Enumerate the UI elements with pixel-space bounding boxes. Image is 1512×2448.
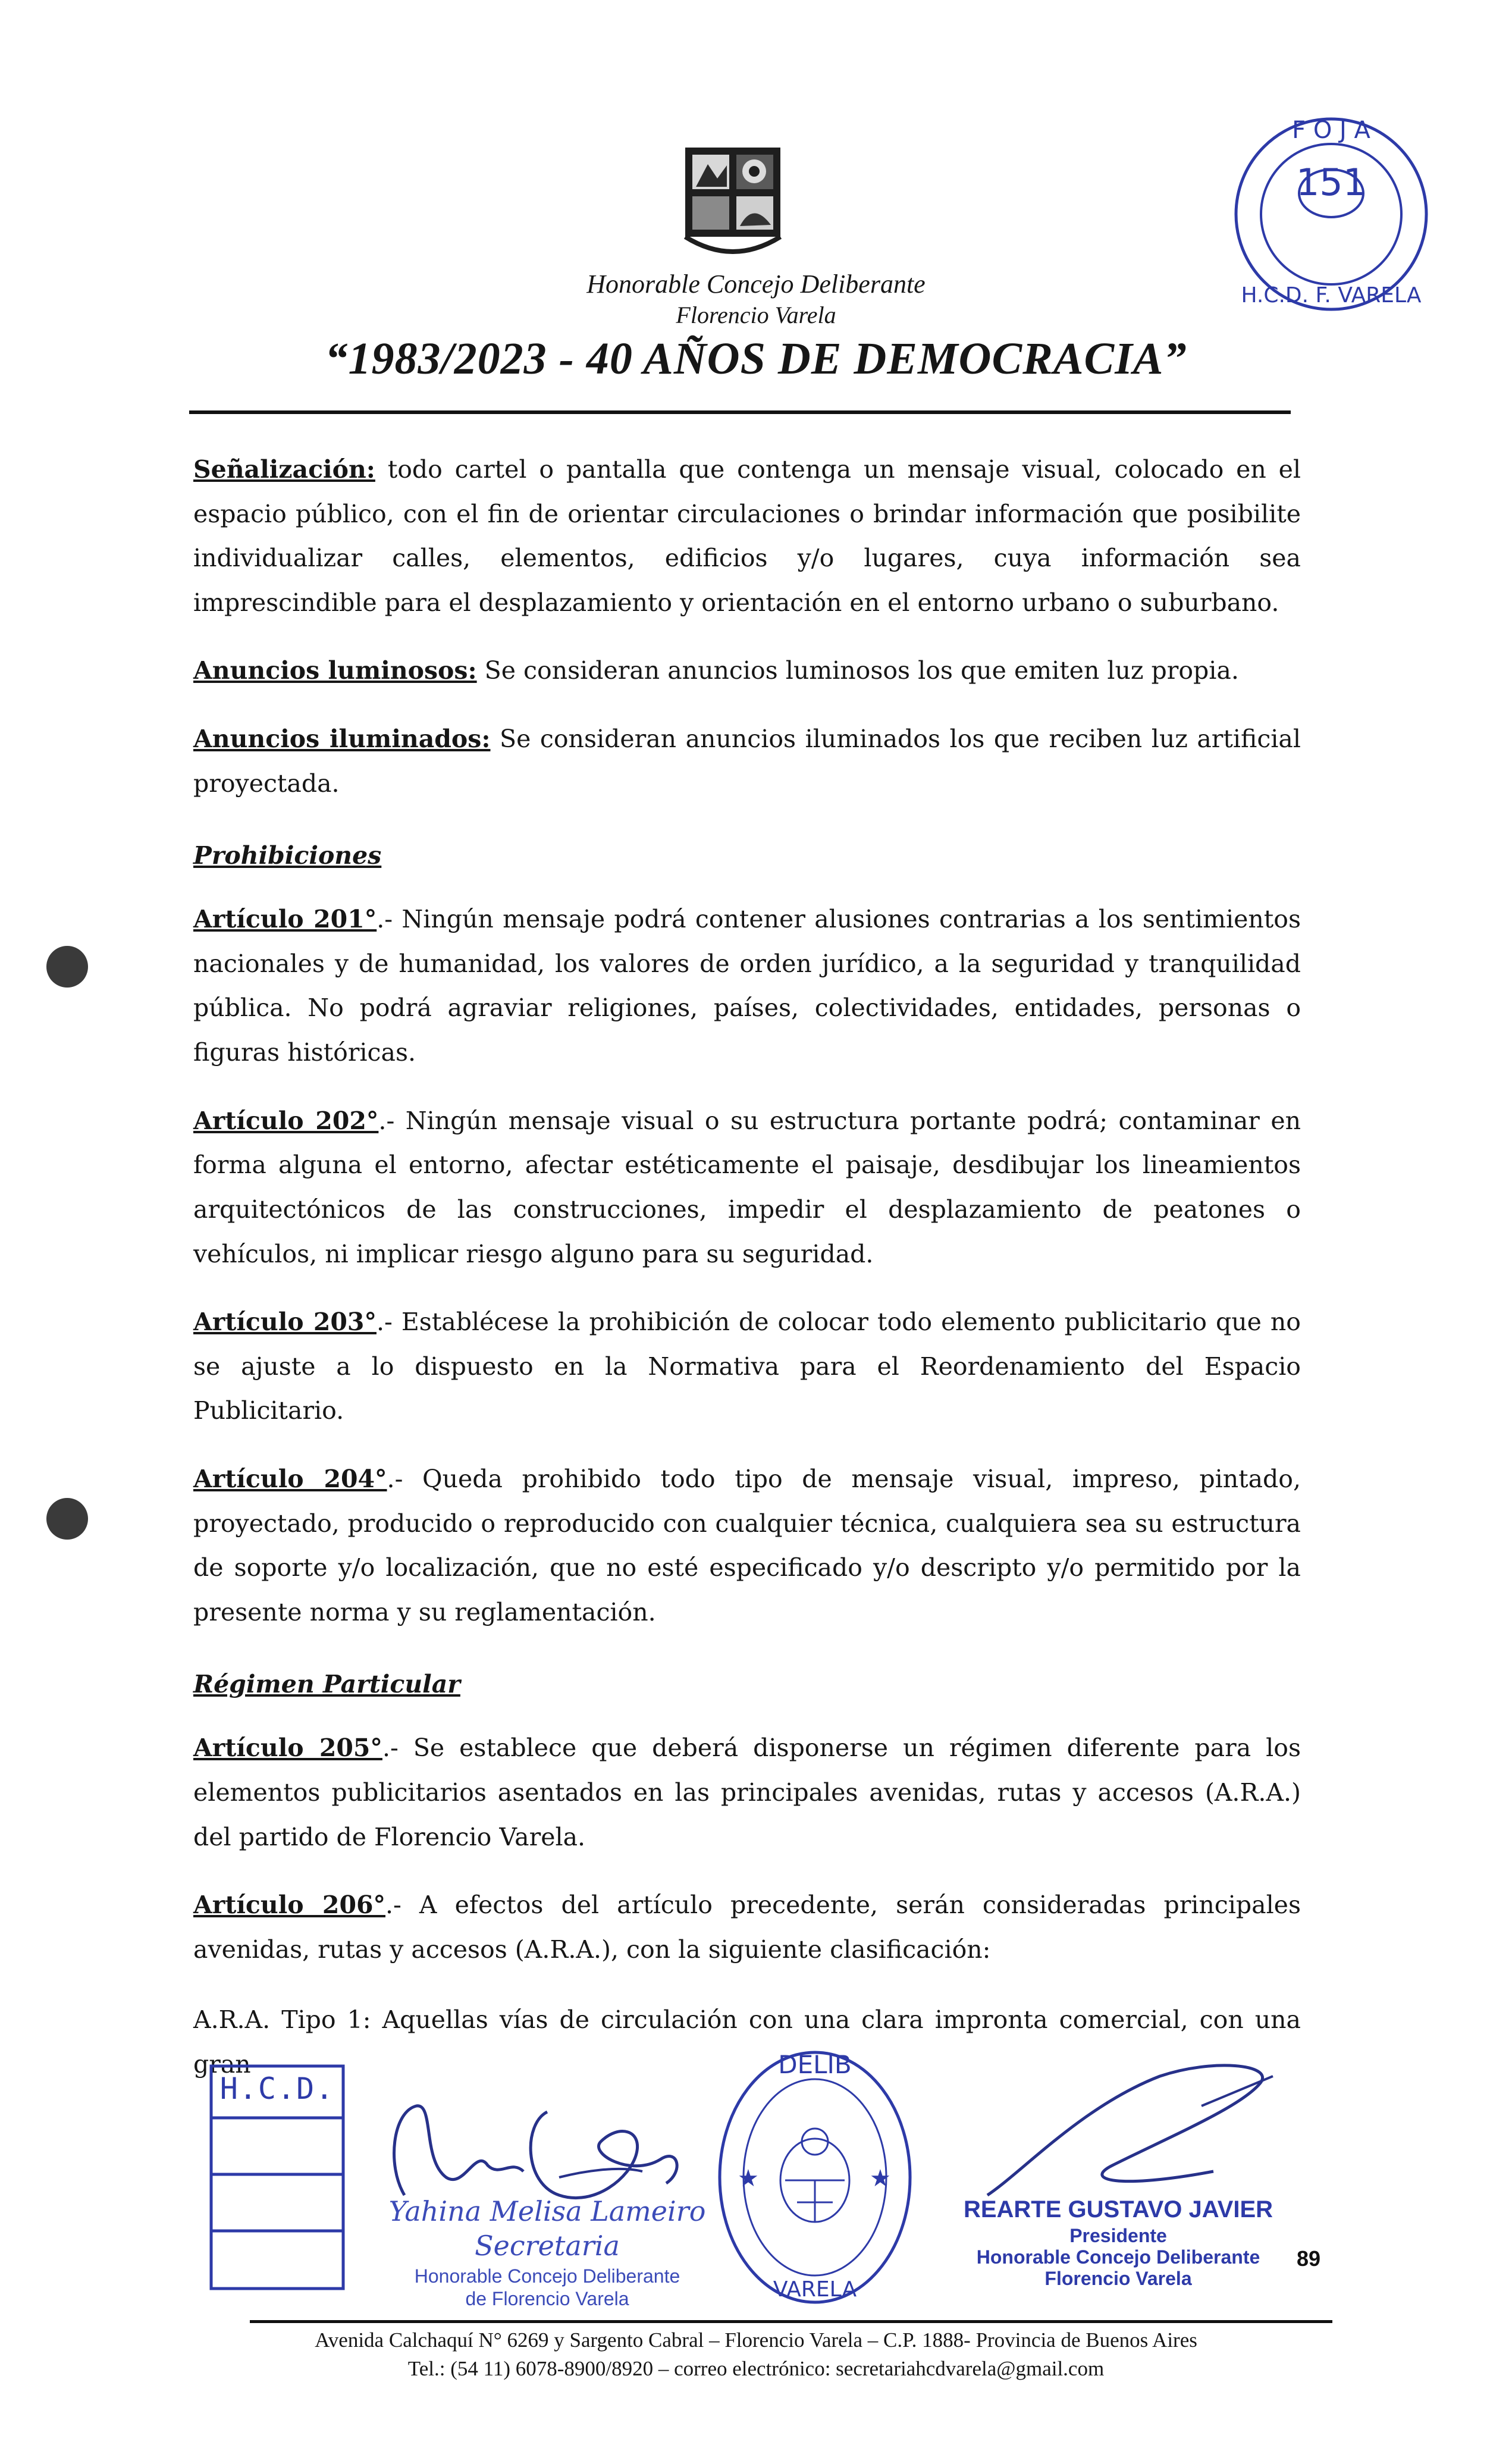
- article-label: Artículo 201°: [193, 905, 377, 934]
- svg-text:VARELA: VARELA: [773, 2277, 857, 2302]
- term-text: Se consideran anuncios luminosos los que emiten luz propia.: [476, 656, 1239, 685]
- svg-text:H.C.D. F. VARELA: H.C.D. F. VARELA: [1241, 283, 1422, 308]
- footer-divider: [250, 2320, 1332, 2323]
- article-205: [193, 1726, 1301, 1859]
- article-206: [193, 1883, 1301, 1971]
- svg-text:DELIB: DELIB: [778, 2050, 852, 2079]
- definition-anuncios-iluminados: [193, 717, 1301, 805]
- binding-hole-bottom: [46, 1498, 88, 1540]
- hcd-box-label: H.C.D.: [219, 2071, 335, 2106]
- article-text: .- Queda prohibido todo tipo de mensaje visual, impreso, pintado, proyectado, producido o reproducido con cualquier técnica, cualquiera sea su estructura de soporte y/o localización, que no esté especificado y/o descripto y/o permitido por la presente norma y su reglamentación.: [193, 1464, 1301, 1626]
- term-label: Anuncios luminosos:: [193, 656, 477, 685]
- article-label: Artículo 206°: [193, 1891, 385, 1920]
- svg-text:★: ★: [870, 2165, 891, 2192]
- term-text: todo cartel o pantalla que contenga un mensaje visual, colocado en el espacio público, con el fin de orientar circulaciones o brindar información que posibilite individualizar calles, elementos, edificios y/o lugares, cuya información sea imprescindible para el desplazamiento y orientación en el entorno urbano o suburbano.: [193, 455, 1301, 617]
- svg-text:★: ★: [738, 2165, 759, 2192]
- header-divider: [189, 410, 1291, 414]
- svg-text:F O J A: F O J A: [1292, 117, 1370, 144]
- article-204: [193, 1457, 1301, 1634]
- term-text: Se consideran anuncios iluminados los que reciben luz artificial proyectada.: [193, 725, 1301, 798]
- section-heading-regimen-particular: Régimen Particular: [193, 1670, 460, 1699]
- footer-contact: Tel.: (54 11) 6078-8900/8920 – correo electrónico: secretariahcdvarela@gmail.com: [407, 2357, 1105, 2380]
- page-number: 89: [1296, 2246, 1321, 2271]
- definition-anuncios-luminosos: [193, 648, 1301, 693]
- president-organization: Honorable Concejo Deliberante: [976, 2246, 1260, 2268]
- section-heading-prohibiciones: Prohibiciones: [193, 841, 382, 870]
- article-text: .- A efectos del artículo precedente, serán consideradas principales avenidas, rutas y accesos (A.R.A.), con la siguiente clasificación:: [193, 1891, 1301, 1964]
- article-label: Artículo 205°: [193, 1734, 382, 1763]
- institution-city: Florencio Varela: [676, 302, 836, 328]
- folio-number: 151: [1295, 161, 1367, 204]
- motto-heading: “1983/2023 - 40 AÑOS DE DEMOCRACIA”: [325, 334, 1187, 384]
- secretary-organization: Honorable Concejo Deliberante: [414, 2265, 680, 2287]
- binding-hole-top: [46, 946, 88, 988]
- article-label: Artículo 204°: [193, 1464, 387, 1493]
- article-202: [193, 1099, 1301, 1276]
- footer-address: Avenida Calchaquí N° 6269 y Sargento Cabral – Florencio Varela – C.P. 1888- Provincia de Buenos Aires: [315, 2328, 1197, 2352]
- article-text: .- Establécese la prohibición de colocar todo elemento publicitario que no se ajuste a lo dispuesto en la Normativa para el Reordenamiento del Espacio Publicitario.: [193, 1308, 1301, 1425]
- article-text: .- Ningún mensaje visual o su estructura portante podrá; contaminar en forma alguna el entorno, afectar estéticamente el paisaje, desdibujar los lineamientos arquitectónicos de las construcciones, impedir el desplazamiento de peatones o vehículos, ni implicar riesgo alguno para su seguridad.: [193, 1106, 1301, 1268]
- council-seal-icon: [714, 2046, 916, 2308]
- secretary-role: Secretaria: [475, 2230, 620, 2262]
- president-name: REARTE GUSTAVO JAVIER: [963, 2196, 1273, 2223]
- definition-senalizacion: [193, 447, 1301, 625]
- institution-name: Honorable Concejo Deliberante: [586, 269, 926, 299]
- crest-icon: [678, 142, 788, 267]
- article-203: [193, 1300, 1301, 1433]
- president-role: Presidente: [1069, 2225, 1167, 2246]
- article-text: .- Ningún mensaje podrá contener alusiones contrarias a los sentimientos nacionales y de humanidad, los valores de orden jurídico, a la seguridad y tranquilidad pública. No podrá agraviar religiones, países, colectividades, entidades, personas o figuras históricas.: [193, 905, 1301, 1067]
- ara-tipo-1: A.R.A. Tipo 1: Aquellas vías de circulación con una clara impronta comercial, con una gran: [193, 2005, 1301, 2079]
- secretary-name: Yahina Melisa Lameiro: [388, 2195, 706, 2227]
- president-city: Florencio Varela: [1044, 2268, 1192, 2289]
- president-signature-icon: [964, 2052, 1297, 2207]
- term-label: Anuncios iluminados:: [193, 725, 491, 754]
- article-label: Artículo 203°: [193, 1308, 377, 1337]
- article-201: [193, 897, 1301, 1074]
- article-label: Artículo 202°: [193, 1106, 379, 1135]
- folio-stamp-icon: [1230, 113, 1432, 315]
- article-text: .- Se establece que deberá disponerse un régimen diferente para los elementos publicitarios asentados en las principales avenidas, rutas y accesos (A.R.A.) del partido de Florencio Varela.: [193, 1734, 1301, 1851]
- term-label: Señalización:: [193, 455, 375, 484]
- document-body: [193, 447, 1301, 2111]
- secretary-city: de Florencio Varela: [465, 2288, 629, 2309]
